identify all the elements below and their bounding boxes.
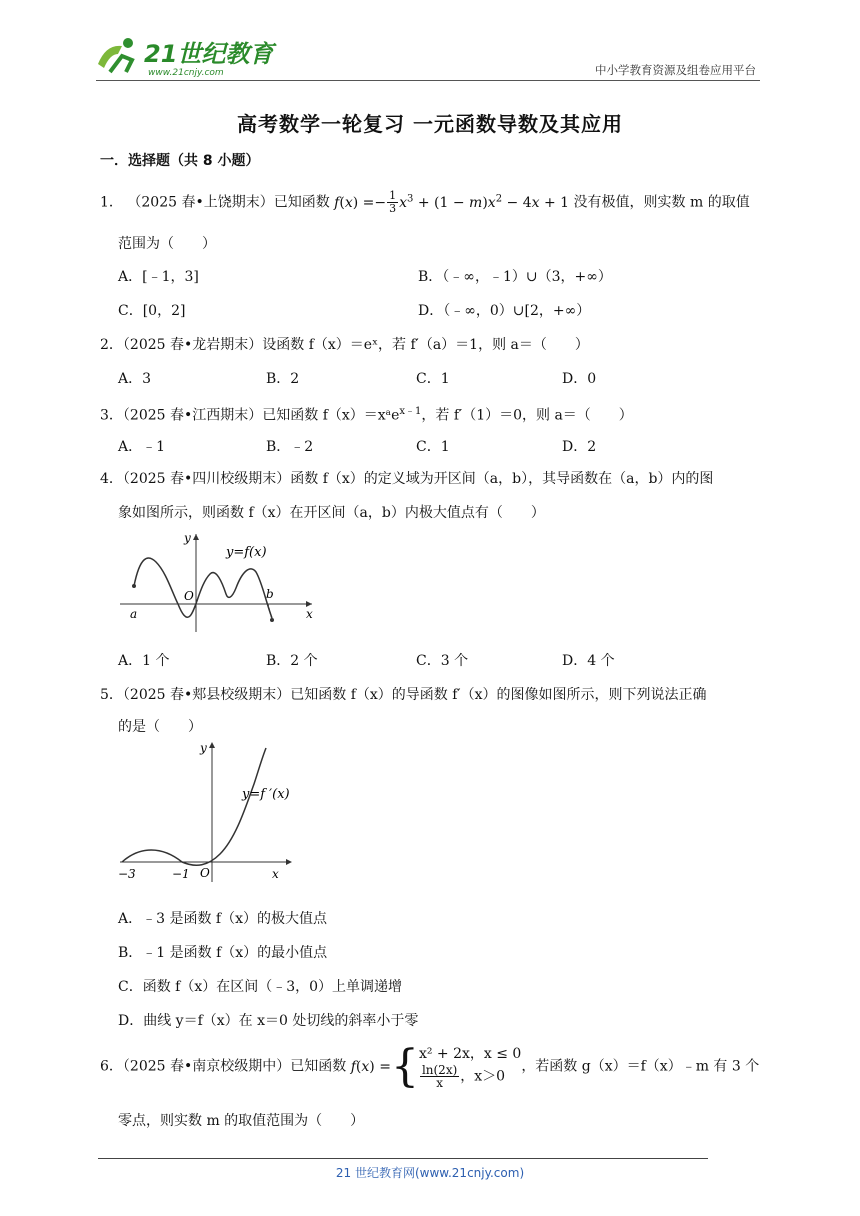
option-c: C．函数 f（x）在区间（﹣3，0）上单调递增	[118, 979, 403, 995]
question-stem: （2025 春•四川校级期末）函数 f（x）的定义域为开区间（a，b），其导函数在（a，b）内的图	[122, 471, 714, 487]
question-2	[100, 334, 589, 354]
option-a: A．[﹣1，3]	[118, 269, 199, 285]
question-6-line2: 零点，则实数 m 的取值范围为（ ）	[118, 1113, 365, 1129]
question-stem: （2025 春•龙岩期末）设函数 f（x）＝eˣ，若 f′（a）＝1，则 a＝（ ）	[122, 337, 589, 353]
site-name: 中小学教育资源及组卷应用平台	[595, 63, 756, 77]
question-4	[100, 468, 713, 488]
footer-divider	[98, 1158, 708, 1159]
x-arrow-icon	[286, 859, 292, 865]
label-x: x	[306, 607, 313, 621]
curve	[134, 558, 272, 618]
option-b: B．﹣1 是函数 f（x）的最小值点	[118, 945, 328, 961]
question-number: 4．	[100, 471, 123, 487]
piece-2-cond: ，x＞0	[460, 1068, 506, 1085]
piece-2-num: ln(2x)	[421, 1063, 458, 1077]
option-d: D．0	[562, 371, 597, 387]
question-1-line2: 范围为（ ）	[118, 236, 216, 252]
logo-url: www.21cnjy.com	[148, 68, 224, 78]
logo-text: 21世纪教育	[144, 40, 274, 68]
question-number: 1．	[100, 194, 123, 211]
label-minus3: −3	[118, 867, 136, 881]
option-d: D．（﹣∞，0）∪[2，+∞）	[418, 303, 591, 319]
y-arrow-icon	[193, 534, 199, 540]
option-d: D．2	[562, 439, 597, 455]
question-1	[100, 190, 750, 215]
label-o: O	[200, 866, 210, 880]
option-d: D．曲线 y＝f（x）在 x＝0 处切线的斜率小于零	[118, 1013, 419, 1029]
option-a: A．3	[118, 371, 152, 387]
question-3	[100, 402, 633, 425]
logo	[92, 34, 282, 78]
question-number: 5．	[100, 687, 123, 703]
label-x: x	[272, 867, 279, 881]
question-stem: （2025 春•郏县校级期末）已知函数 f（x）的导函数 f′（x）的图像如图所示，则下列说法正确	[122, 687, 707, 703]
label-y: y	[200, 741, 207, 755]
label-y: y	[184, 531, 191, 545]
question-stem: 已知函数	[273, 194, 330, 211]
graph-q5	[116, 736, 300, 884]
option-a: A．﹣1	[118, 439, 166, 455]
curve	[122, 748, 266, 865]
label-curve: y=f(x)	[226, 545, 267, 560]
question-4-line2: 象如图所示，则函数 f（x）在开区间（a，b）内极大值点有（ ）	[118, 505, 545, 521]
question-stem: （2025 春•江西期末）已知函数 f（x）＝xᵃe	[122, 407, 400, 424]
option-b: B．2	[266, 371, 300, 387]
option-b: B．（﹣∞，﹣1）∪（3，+∞）	[418, 269, 612, 285]
section-heading: 一．选择题（共 8 小题）	[100, 153, 260, 169]
option-c: C．1	[416, 439, 450, 455]
question-stem: ，若 f′（1）＝0，则 a＝（ ）	[421, 407, 633, 424]
question-6	[100, 1040, 760, 1092]
option-b: B．﹣2	[266, 439, 314, 455]
question-stem: 没有极值，则实数 m 的取值	[573, 194, 750, 211]
option-c: C．3 个	[416, 653, 469, 669]
label-a: a	[130, 607, 138, 621]
option-d: D．4 个	[562, 653, 615, 669]
question-source: （2025 春•上饶期末）	[127, 194, 274, 211]
exponent: x﹣1	[399, 406, 422, 417]
question-stem: （2025 春•南京校级期中）已知函数	[122, 1058, 347, 1075]
piece-2-den: x	[436, 1076, 443, 1090]
formula-q6: f(x) ={x² + 2x，x ≤ 0 $\frac{\ln(2x)}{x}$ ，x＞0	[350, 1040, 522, 1092]
option-c: C．1	[416, 371, 450, 387]
option-a: A．﹣3 是函数 f（x）的极大值点	[118, 911, 327, 927]
header-divider	[96, 80, 760, 81]
label-minus1: −1	[172, 867, 190, 881]
y-arrow-icon	[209, 742, 215, 748]
footer-link[interactable]: 21 世纪教育网(www.21cnjy.com)	[335, 1166, 525, 1180]
question-5	[100, 684, 707, 704]
question-5-line2: 的是（ ）	[118, 719, 202, 735]
piece-1: x² + 2x，x ≤ 0	[418, 1046, 522, 1062]
page-title: 高考数学一轮复习 一元函数导数及其应用	[237, 112, 623, 136]
question-number: 3．	[100, 407, 123, 424]
question-stem: ，若函数 g（x）＝f（x）﹣m 有 3 个	[521, 1058, 760, 1075]
label-o: O	[184, 589, 194, 603]
question-number: 2．	[100, 337, 123, 353]
option-a: A．1 个	[118, 653, 170, 669]
option-b: B．2 个	[266, 653, 318, 669]
option-c: C．[0，2]	[118, 303, 186, 319]
label-b: b	[266, 587, 274, 601]
question-number: 6．	[100, 1058, 123, 1075]
formula-q1: f(x) =− $\frac{1}{3}$ $x^3 + (1 - m)x^2 - 4x + 1$	[334, 189, 570, 215]
endpoint-b	[270, 618, 274, 622]
endpoint-a	[132, 584, 136, 588]
graph-q4	[116, 528, 322, 636]
label-curve: y=f ′(x)	[242, 787, 290, 802]
logo-runner-icon	[92, 34, 282, 78]
